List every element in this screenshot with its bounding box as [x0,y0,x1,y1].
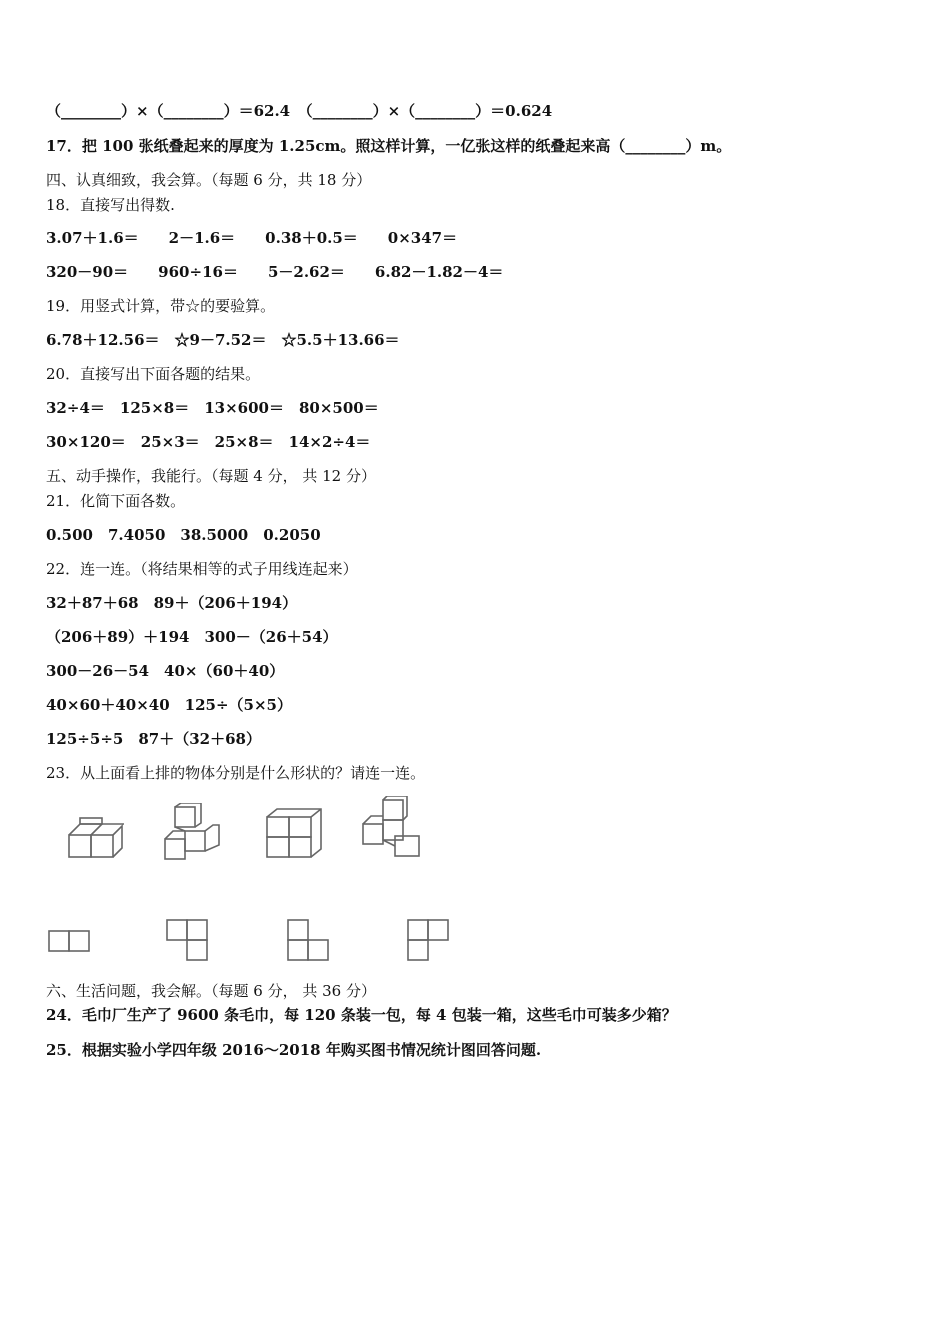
top-view-b-figure [165,918,213,964]
top-view-a-figure [47,929,93,953]
question-22-row-2: （206＋89）＋194 300－（26＋54） [46,628,338,646]
section-4-heading: 四、认真细致，我会算。（每题 6 分，共 18 分） [46,171,372,189]
cube-stack-b-figure [161,803,225,863]
section-6-heading: 六、生活问题，我会解。（每题 6 分， 共 36 分） [46,982,376,1000]
question-22-row-1: 32＋87＋68 89＋（206＋194） [46,594,298,612]
top-view-c-figure [286,918,334,964]
question-22-row-5: 125÷5÷5 87＋（32＋68） [46,730,261,748]
cube-stack-d-figure [357,796,425,862]
question-22-row-4: 40×60＋40×40 125÷（5×5） [46,696,292,714]
question-19: 19．用竖式计算，带☆的要验算。 [46,297,276,315]
question-20-row-2: 30×120＝ 25×3＝ 25×8＝ 14×2÷4＝ [46,433,371,451]
question-22-row-3: 300－26－54 40×（60＋40） [46,662,285,680]
blanks-line: （________）×（________）＝62.4 （________）×（________）＝0.624 [46,102,553,120]
question-21: 21．化简下面各数。 [46,492,186,510]
question-25: 25．根据实验小学四年级 2016～2018 年购买图书情况统计图回答问题. [46,1041,542,1059]
question-20: 20．直接写出下面各题的结果。 [46,365,261,383]
section-5-heading: 五、动手操作，我能行。（每题 4 分， 共 12 分） [46,467,376,485]
question-19-row: 6.78＋12.56＝ ☆9－7.52＝ ☆5.5＋13.66＝ [46,331,400,349]
question-24: 24．毛巾厂生产了 9600 条毛巾，每 120 条装一包，每 4 包装一箱，这些毛巾可装多少箱？ [46,1006,677,1024]
question-18-row-2: 320－90＝ 960÷16＝ 5－2.62＝ 6.82－1.82－4＝ [46,263,504,281]
cube-stack-a-figure [66,815,124,861]
question-23: 23．从上面看上排的物体分别是什么形状的？请连一连。 [46,764,426,782]
question-22: 22．连一连。（将结果相等的式子用线连起来） [46,560,358,578]
question-18: 18．直接写出得数. [46,196,175,214]
question-18-row-1: 3.07＋1.6＝ 2－1.6＝ 0.38＋0.5＝ 0×347＝ [46,229,458,247]
question-20-row-1: 32÷4＝ 125×8＝ 13×600＝ 80×500＝ [46,399,379,417]
question-17: 17．把 100 张纸叠起来的厚度为 1.25cm。照这样计算，一亿张这样的纸叠起来高（________）m。 [46,137,732,155]
top-view-d-figure [406,918,454,964]
cube-stack-c-figure [263,805,325,861]
question-21-row: 0.500 7.4050 38.5000 0.2050 [46,526,321,544]
